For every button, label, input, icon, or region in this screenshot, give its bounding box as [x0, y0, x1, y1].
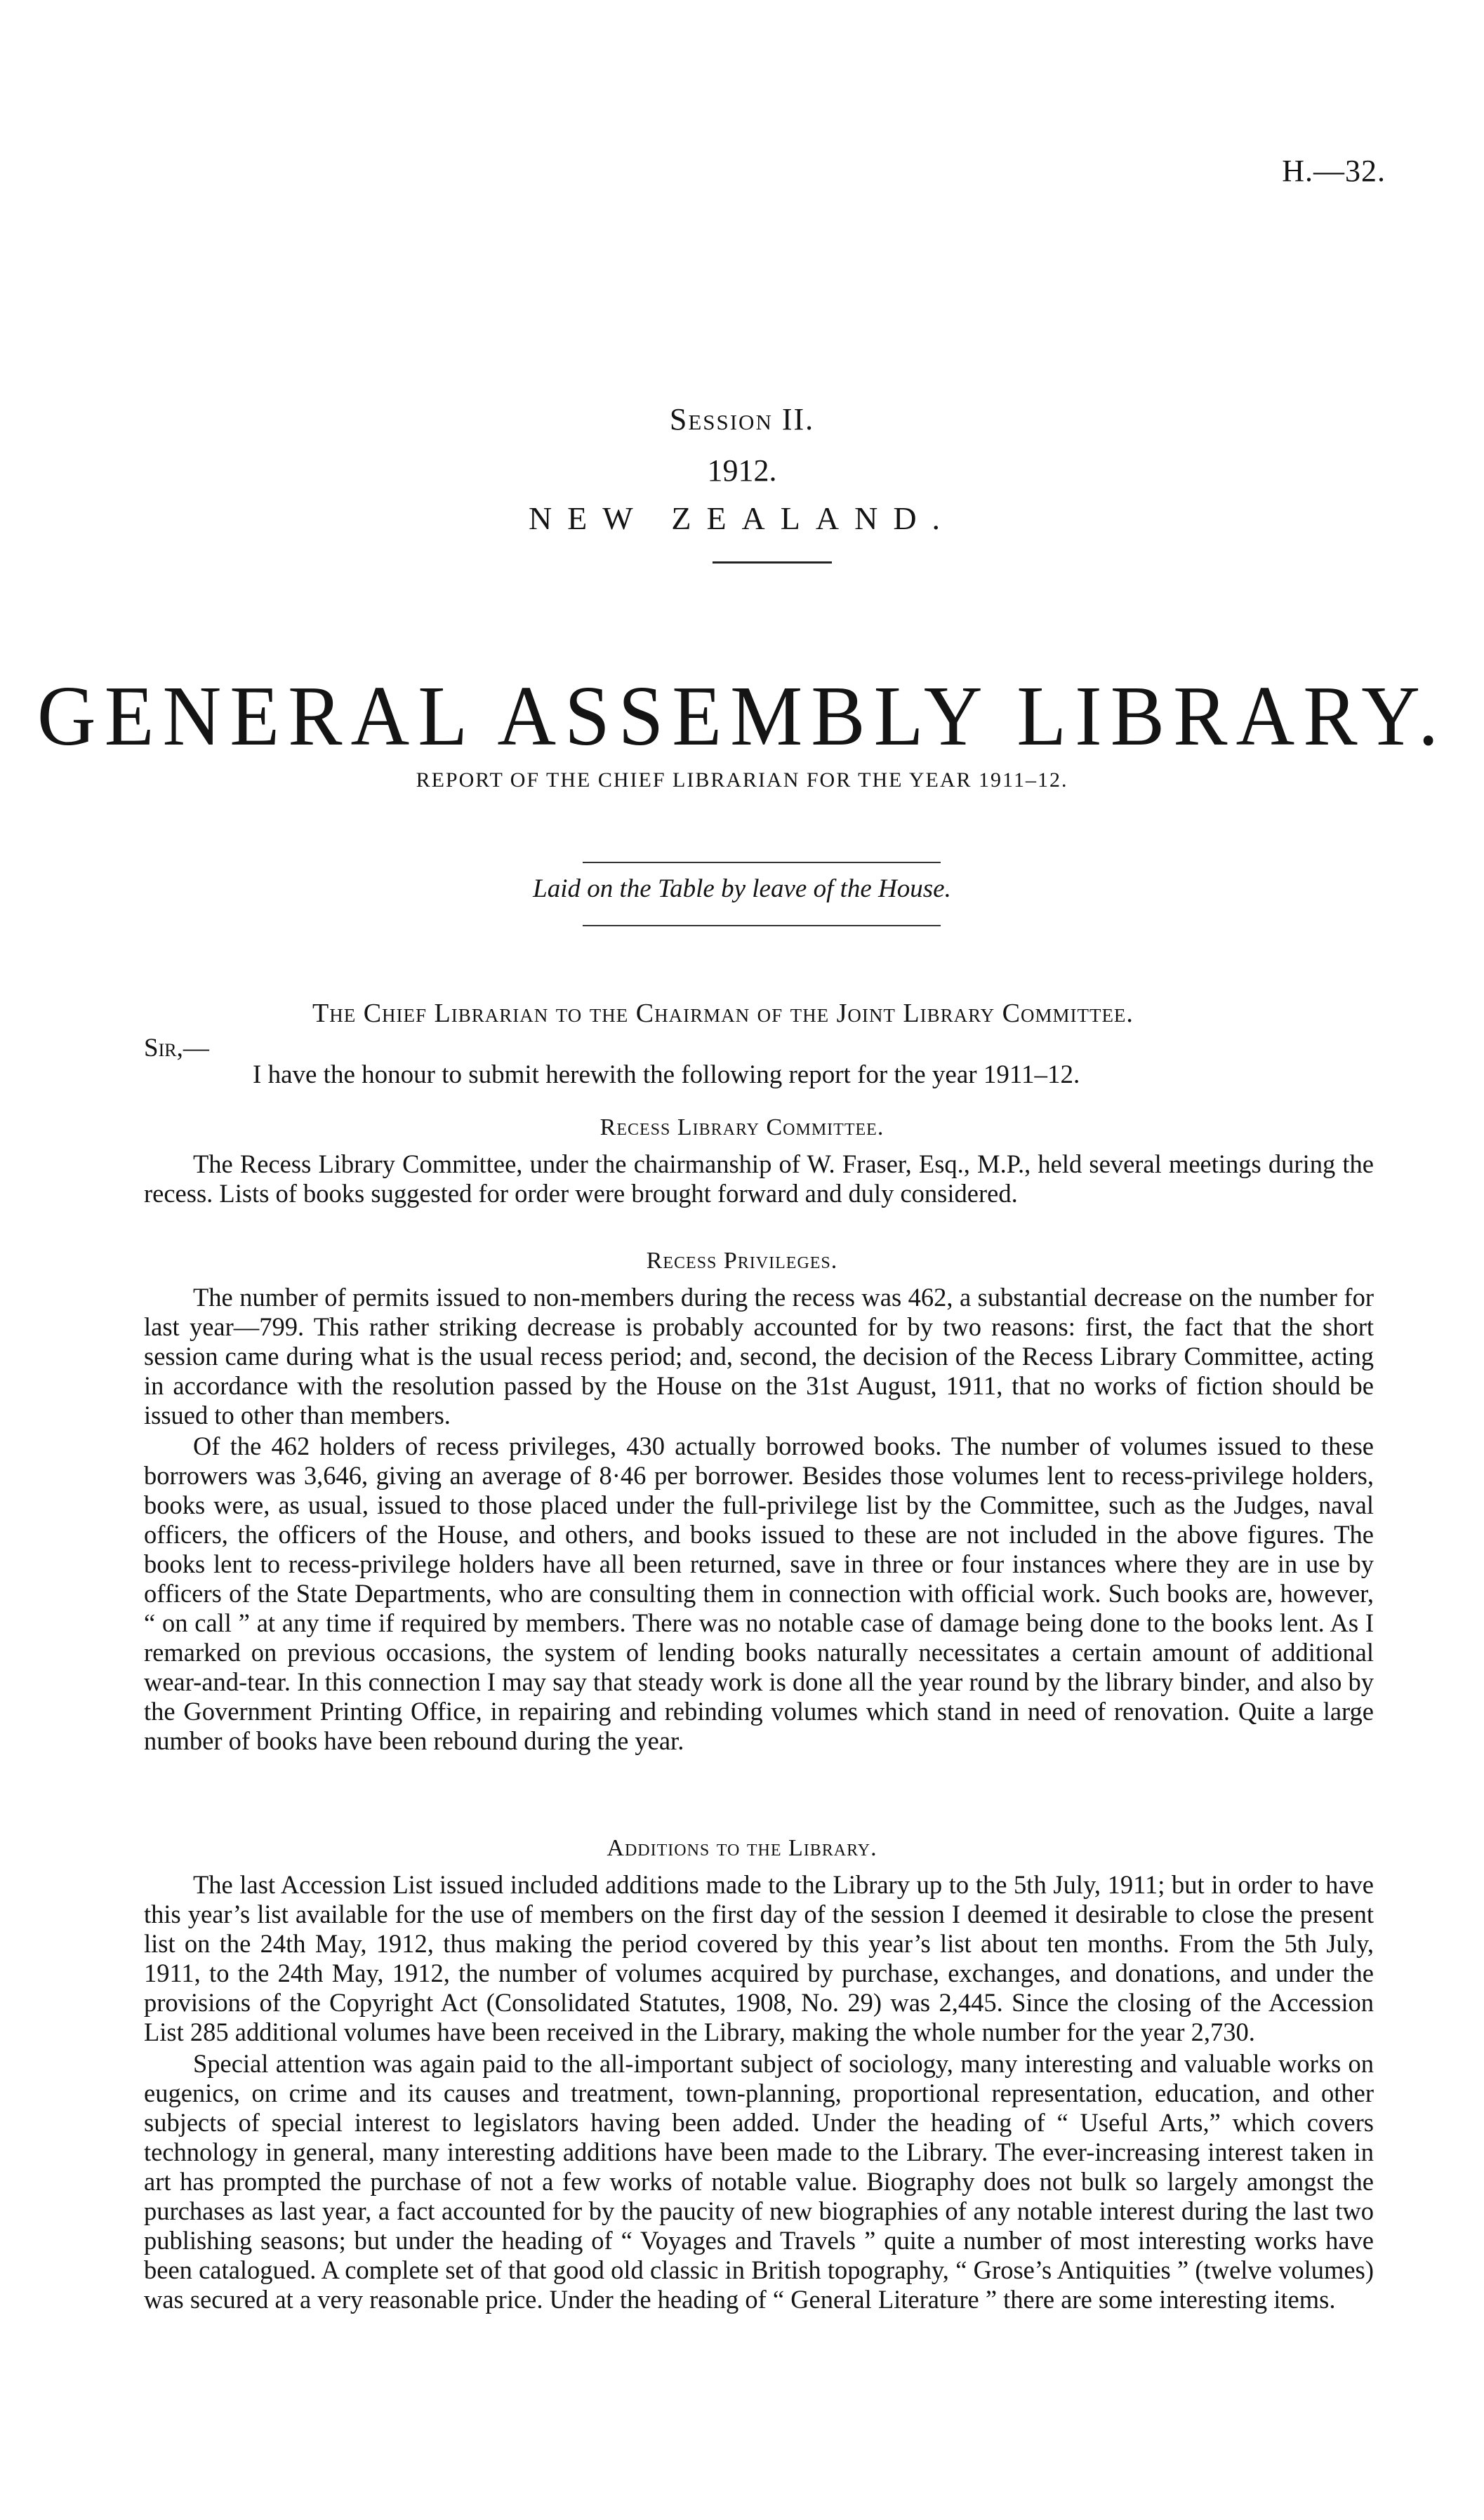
section-heading-additions: Additions to the Library. [607, 1835, 877, 1861]
section-heading-recess-privileges: Recess Privileges. [646, 1248, 838, 1274]
document-reference: H.—32. [1282, 154, 1386, 188]
short-divider [713, 561, 832, 564]
salutation: Sir,— [144, 1034, 209, 1062]
laid-on-table-note: Laid on the Table by leave of the House. [533, 874, 951, 903]
address-line: The Chief Librarian to the Chairman of the Joint Library Committee. [312, 999, 1134, 1028]
divider-bottom [583, 925, 941, 926]
page-subtitle: REPORT OF THE CHIEF LIBRARIAN FOR THE YEAR 1911–12. [416, 768, 1068, 792]
year-line: 1912. [707, 453, 777, 488]
page-title: GENERAL ASSEMBLY LIBRARY. [37, 669, 1447, 764]
paragraph-additions-1: The last Accession List issued included additions made to the Library up to the 5th July, 1911; but in order to have this year’s list available for the use of members on the first day of the session I deemed it desirable to close the present list on the 24th May, 1912, thus making the period covered by this year’s list about ten months. From the 5th July, 1911, to the 24th May, 1912, the number of volumes acquired by purchase, exchanges, and donations, and under the provisions of the Copyright Act (Consolidated Statutes, 1908, No. 29) was 2,445. Since the closing of the Accession List 285 additional volumes have been received in the Library, making the whole number for the year 2,730. [144, 1870, 1374, 2046]
paragraph-privileges-1: The number of permits issued to non-members during the recess was 462, a substantial decrease on the number for last year—799. This rather striking decrease is probably accounted for by two reasons: first, the fact that the short session came during what is the usual recess period; and, second, the decision of the Recess Library Committee, acting in accordance with the resolution passed by the House on the 31st August, 1911, that no works of fiction should be issued to other than members. [144, 1283, 1374, 1429]
intro-paragraph: I have the honour to submit herewith the following report for the year 1911–12. [253, 1060, 1080, 1089]
country-line: NEW ZEALAND. [528, 500, 956, 536]
session-line: Session II. [669, 402, 815, 436]
section-heading-recess-committee: Recess Library Committee. [599, 1114, 885, 1140]
paragraph-privileges-2: Of the 462 holders of recess privileges, 430 actually borrowed books. The number of volumes issued to these borrowers was 3,646, giving an average of 8·46 per borrower. Besides those volumes lent to recess-privilege holders, books were, as usual, issued to those placed under the full-privilege list by the Committee, such as the Judges, naval officers, the officers of the House, and others, and books issued to these are not included in the above figures. The books lent to recess-privilege holders have all been returned, save in three or four instances where they are in use by officers of the State Departments, who are consulting them in connection with official work. Such books are, however, “ on call ” at any time if required by members. There was no notable case of damage being done to the books lent. As I remarked on previous occasions, the system of lending books naturally necessitates a certain amount of additional wear-and-tear. In this connection I may say that steady work is done all the year round by the library binder, and also by the Government Printing Office, in repairing and rebinding volumes which stand in need of renovation. Quite a large number of books have been rebound during the year. [144, 1432, 1374, 1755]
paragraph-recess-committee: The Recess Library Committee, under the chairmanship of W. Fraser, Esq., M.P., held several meetings during the recess. Lists of books suggested for order were brought forward and duly considered. [144, 1149, 1374, 1208]
paragraph-additions-2: Special attention was again paid to the all-important subject of sociology, many interesting and valuable works on eugenics, on crime and its causes and treatment, town-planning, proportional representation, education, and other subjects of special interest to legislators having been added. Under the heading of “ Useful Arts,” which covers technology in general, many interesting additions have been made to the Library. The ever-increasing interest taken in art has prompted the purchase of not a few works of notable value. Biography does not bulk so largely amongst the purchases as last year, a fact accounted for by the paucity of new biographies of any notable interest during the last two publishing seasons; but under the heading of “ Voyages and Travels ” quite a number of most interesting works have been catalogued. A complete set of that good old classic in British topography, “ Grose’s Antiquities ” (twelve volumes) was secured at a very reasonable price. Under the heading of “ General Literature ” there are some interesting items. [144, 2049, 1374, 2314]
divider-top [583, 862, 941, 863]
